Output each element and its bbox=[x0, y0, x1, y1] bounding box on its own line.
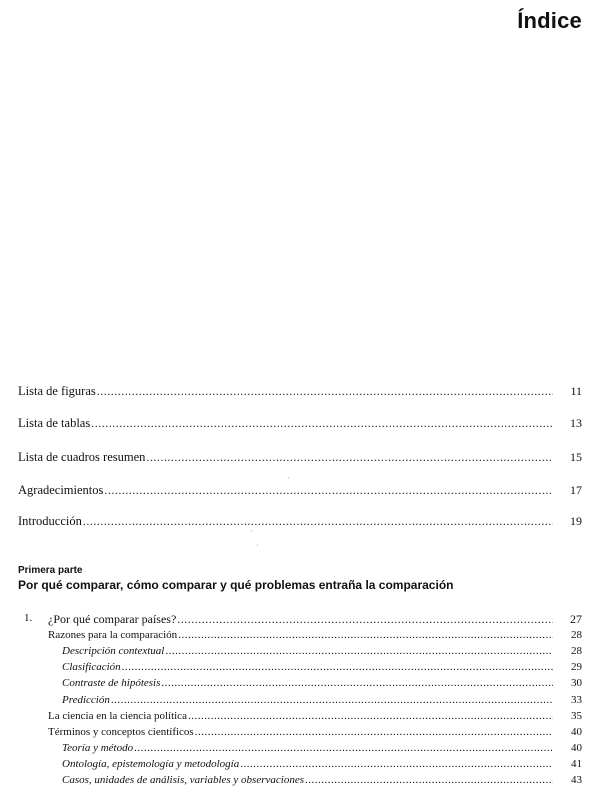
toc-section-page: 40 bbox=[571, 726, 582, 738]
toc-section bbox=[48, 709, 582, 723]
dot-leader bbox=[305, 773, 553, 787]
toc-subsection-label: Descripción contextual bbox=[62, 645, 165, 657]
part-label: Primera parte bbox=[18, 565, 83, 576]
toc-section bbox=[48, 628, 582, 642]
part-title: Por qué comparar, cómo comparar y qué problemas entraña la comparación bbox=[18, 578, 454, 592]
toc-section-label: La ciencia en la ciencia política bbox=[48, 710, 187, 722]
toc-subsection-label: Contraste de hipótesis bbox=[62, 677, 161, 689]
dot-leader bbox=[188, 709, 553, 723]
dot-leader bbox=[111, 693, 553, 707]
toc-subsection-page: 40 bbox=[571, 742, 582, 754]
toc-subsection-label: Teoría y método bbox=[62, 742, 134, 754]
toc-entry-page: 11 bbox=[570, 384, 582, 398]
toc-entry-agradecimientos bbox=[18, 483, 582, 497]
toc-entry-page: 19 bbox=[570, 514, 582, 528]
toc-section-label: Razones para la comparación bbox=[48, 629, 178, 641]
toc-subsection bbox=[62, 773, 582, 787]
toc-subsection bbox=[62, 676, 582, 690]
toc-subsection-page: 28 bbox=[571, 645, 582, 657]
dot-leader bbox=[178, 628, 553, 642]
dot-leader bbox=[104, 483, 553, 497]
chapter-number: 1. bbox=[24, 612, 33, 624]
dot-leader bbox=[97, 384, 553, 398]
toc-section-page: 35 bbox=[571, 710, 582, 722]
toc-subsection-page: 33 bbox=[571, 694, 582, 706]
scan-speck: · bbox=[256, 541, 259, 550]
toc-entry-page: 13 bbox=[570, 416, 582, 430]
toc-subsection-page: 30 bbox=[571, 677, 582, 689]
toc-section-page: 28 bbox=[571, 629, 582, 641]
chapter-label: ¿Por qué comparar países? bbox=[48, 612, 177, 626]
scan-speck: · bbox=[250, 527, 253, 536]
toc-entry-label: Lista de tablas bbox=[18, 416, 91, 430]
toc-entry-label: Introducción bbox=[18, 514, 82, 528]
toc-entry-lista-cuadros bbox=[18, 450, 582, 464]
toc-subsection-label: Ontología, epistemología y metodología bbox=[62, 758, 240, 770]
toc-section-label: Términos y conceptos científicos bbox=[48, 726, 194, 738]
toc-subsection-page: 29 bbox=[571, 661, 582, 673]
toc-subsection bbox=[62, 741, 582, 755]
toc-subsection bbox=[62, 660, 582, 674]
toc-entry-label: Lista de figuras bbox=[18, 384, 96, 398]
toc-entry-page: 17 bbox=[570, 483, 582, 497]
toc-entry-page: 15 bbox=[570, 450, 582, 464]
toc-entry-introduccion bbox=[18, 514, 582, 528]
toc-entry-lista-tablas bbox=[18, 416, 582, 430]
toc-chapter-1 bbox=[48, 612, 582, 626]
toc-entry-label: Lista de cuadros resumen bbox=[18, 450, 146, 464]
dot-leader bbox=[83, 514, 553, 528]
toc-subsection-label: Casos, unidades de análisis, variables y observaciones bbox=[62, 774, 304, 786]
dot-leader bbox=[195, 725, 553, 739]
toc-subsection bbox=[62, 644, 582, 658]
dot-leader bbox=[161, 676, 553, 690]
page-title: Índice bbox=[517, 8, 582, 33]
toc-section bbox=[48, 725, 582, 739]
dot-leader bbox=[177, 612, 553, 626]
toc-subsection-page: 43 bbox=[571, 774, 582, 786]
toc-entry-lista-figuras bbox=[18, 384, 582, 398]
dot-leader bbox=[165, 644, 553, 658]
dot-leader bbox=[91, 416, 553, 430]
dot-leader bbox=[134, 741, 553, 755]
chapter-page: 27 bbox=[570, 612, 582, 626]
dot-leader bbox=[146, 450, 553, 464]
toc-entry-label: Agradecimientos bbox=[18, 483, 104, 497]
toc-subsection-page: 41 bbox=[571, 758, 582, 770]
dot-leader bbox=[240, 757, 553, 771]
toc-subsection bbox=[62, 757, 582, 771]
toc-subsection bbox=[62, 693, 582, 707]
dot-leader bbox=[122, 660, 553, 674]
toc-subsection-label: Clasificación bbox=[62, 661, 121, 673]
toc-subsection-label: Predicción bbox=[62, 694, 110, 706]
scan-speck: · bbox=[287, 474, 290, 483]
